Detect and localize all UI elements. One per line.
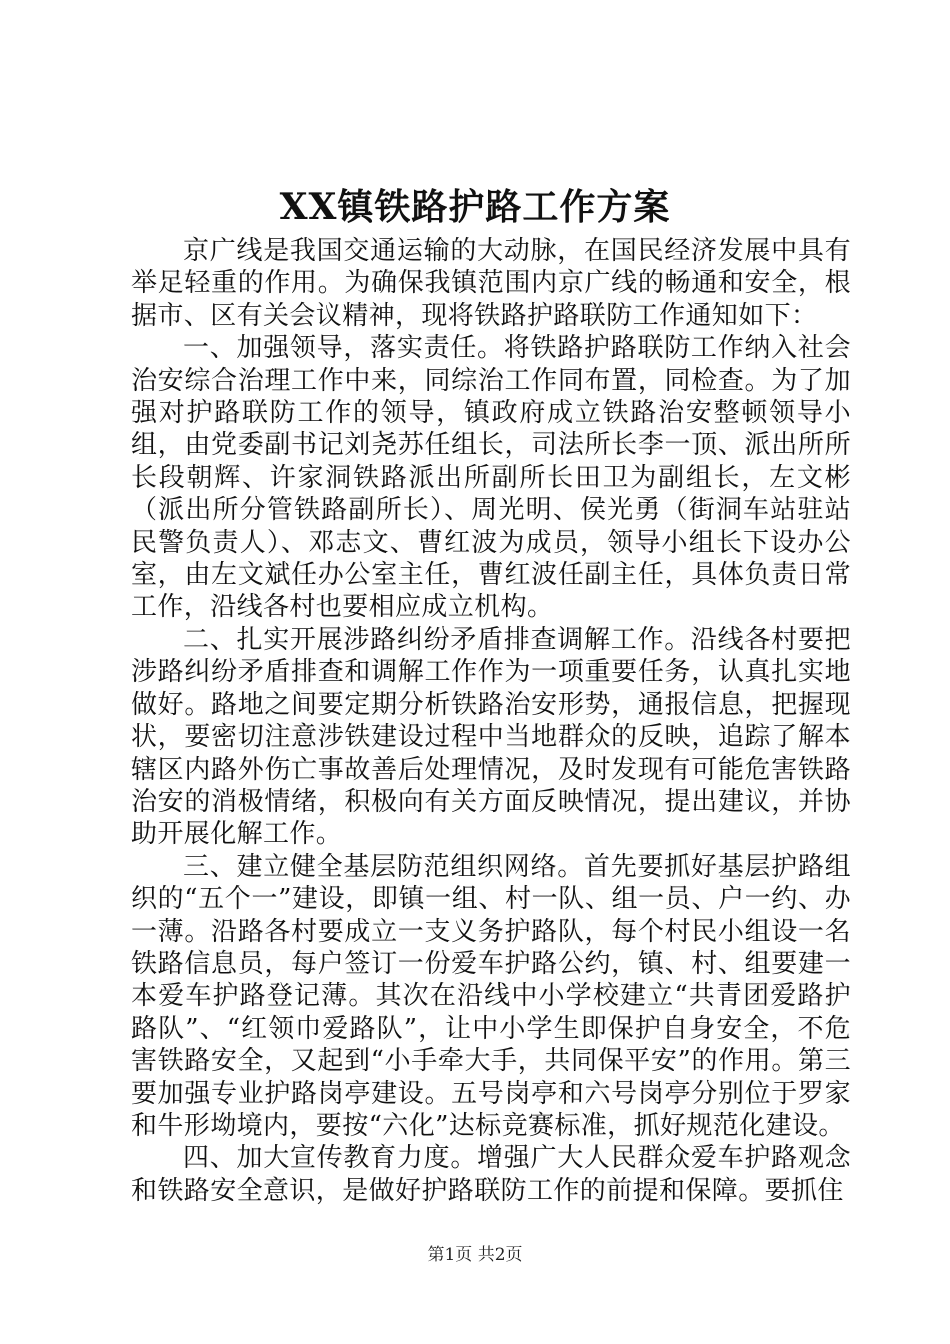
paragraph-section-4: 四、加大宣传教育力度。增强广大人民群众爱车护路观念和铁路安全意识，是做好护路联防工作的前提和保障。要抓住: [131, 1143, 851, 1206]
paragraph-section-3: 三、建立健全基层防范组织网络。首先要抓好基层护路组织的“五个一”建设，即镇一组、村一队、组一员、户一约、办一薄。沿路各村要成立一支义务护路队，每个村民小组设一名铁路信息员，每户签订一份爱车护路公约，镇、村、组要建一本爱车护路登记薄。其次在沿线中小学校建立“共青团爱路护路队”、“红领巾爱路队”，让中小学生即保护自身安全，不危害铁路安全，又起到“小手牵大手，共同保平安”的作用。第三要加强专业护路岗亭建设。五号岗亭和六号岗亭分别位于罗家和牛形坳境内，要按“六化”达标竞赛标准，抓好规范化建设。: [131, 851, 851, 1141]
document-body: [131, 235, 851, 1207]
page-footer: 第1页 共2页: [427, 1245, 523, 1265]
paragraph-section-2: 二、扎实开展涉路纠纷矛盾排查调解工作。沿线各村要把涉路纠纷矛盾排查和调解工作作为一项重要任务，认真扎实地做好。路地之间要定期分析铁路治安形势，通报信息，把握现状，要密切注意涉铁建设过程中当地群众的反映，追踪了解本辖区内路外伤亡事故善后处理情况，及时发现有可能危害铁路治安的消极情绪，积极向有关方面反映情况，提出建议，并协助开展化解工作。: [131, 624, 851, 850]
document-title: XX镇铁路护路工作方案: [279, 186, 671, 228]
paragraph-section-1: 一、加强领导，落实责任。将铁路护路联防工作纳入社会治安综合治理工作中来，同综治工作同布置，同检查。为了加强对护路联防工作的领导，镇政府成立铁路治安整顿领导小组，由党委副书记刘尧苏任组长，司法所长李一顶、派出所所长段朝辉、许家洞铁路派出所副所长田卫为副组长，左文彬（派出所分管铁路副所长）、周光明、侯光勇（街洞车站驻站民警负责人）、邓志文、曹红波为成员，领导小组长下设办公室，由左文斌任办公室主任，曹红波任副主任，具体负责日常工作，沿线各村也要相应成立机构。: [131, 333, 851, 623]
paragraph-intro: 京广线是我国交通运输的大动脉，在国民经济发展中具有举足轻重的作用。为确保我镇范围内京广线的畅通和安全，根据市、区有关会议精神，现将铁路护路联防工作通知如下：: [131, 236, 851, 331]
